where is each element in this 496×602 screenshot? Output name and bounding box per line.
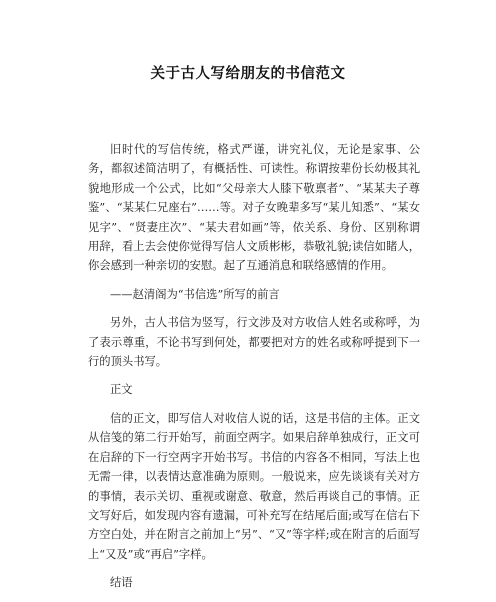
paragraph-attribution: ——赵清阁为“书信选”所写的前言 (110, 287, 280, 301)
paragraph-body-content: 信的正文，即写信人对收信人说的话，这是书信的主体。正文从信笺的第二行开始写，前面空两字。如果启辞单独成行，正文可在启辞的下一行空两字开始书写。书信的内容各不相同，写法上也无需一律，以表情达意准确为原则。一般说来，应先谈谈有关对方的事情，表示关切、重视或谢意、敬意，然后再谈自己的事情。正文写好后，如发现内容有遗漏，可补充写在结尾后面;或写在信右下方空白处，并在附言之前加上“另”、“又”等字样;或在附言的后面写上“又及”或“再启”字样。 (88, 411, 420, 561)
paragraph-vertical-writing: 另外，古人书信为竖写，行文涉及对方收信人姓名或称呼，为了表示尊重，不论书写到何处，都要把对方的姓名或称呼提到下一行的顶头书写。 (88, 316, 420, 369)
section-heading-closing: 结语 (110, 576, 133, 590)
document-body (88, 140, 420, 602)
document-title: 关于古人写给朋友的书信范文 (150, 66, 346, 82)
paragraph-intro: 旧时代的写信传统，格式严谨，讲究礼仪，无论是家事、公务，都叙述简洁明了，有概括性、可读性。称谓按辈份长幼极其礼貌地形成一个公式，比如“父母亲大人膝下敬禀者”、“某某夫子尊鉴”、“某某仁兄座右”……等。对子女晚辈多写“某儿知悉”、“某女见字”、“贤妻庄次”、“某夫君如画”等，依关系、身份、区别称谓用辞，看上去会使你觉得写信人文质彬彬，恭敬礼貌;读信如睹人，你会感到一种亲切的安慰。起了互通消息和联络感情的作用。 (88, 143, 420, 273)
section-heading-body: 正文 (110, 383, 133, 397)
